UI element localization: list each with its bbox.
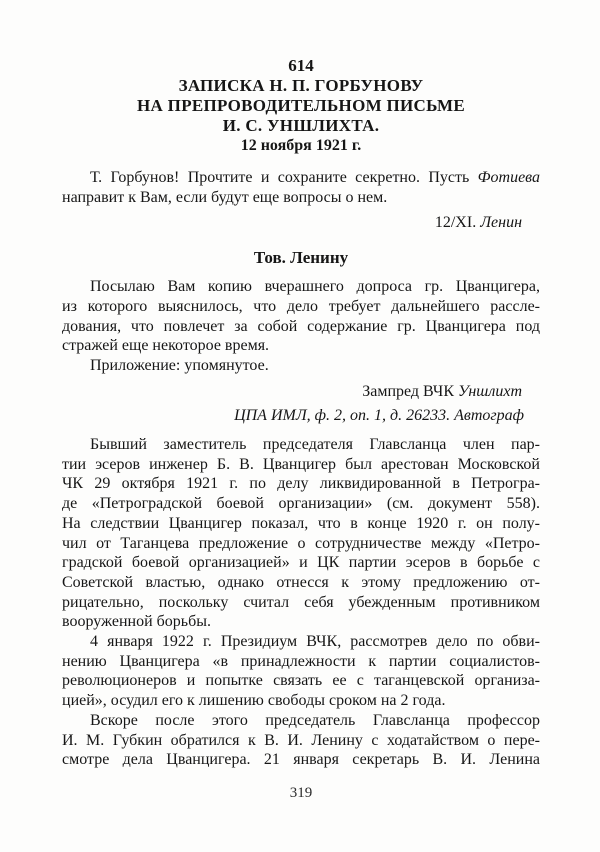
text-line: нению Цванцигера «в принадлежности к партии социалистов- [62,652,540,670]
page-number: 319 [289,784,313,801]
text-line: цией», осудил его к лишению свободы сроком на 2 года. [62,692,446,710]
commentary-paragraph-3 [62,711,540,770]
signature-title: Зампред ВЧК [362,382,454,400]
document-title-line: И. С. УНШЛИХТА. [222,116,380,135]
text-line: И. М. Губкин обратился к В. И. Ленину с ходатайством о пере- [62,731,540,749]
text-line: Вскоре после этого председатель Главсланца профессор [90,711,540,729]
text-line: направит к Вам, если будут еще вопросы о нем. [62,188,388,206]
lenin-note-paragraph [62,168,540,207]
text-line: из которого выяснилось, что дело требует дальнейшего рассле- [62,297,540,315]
archive-reference: ЦПА ИМЛ, ф. 2, оп. 1, д. 26233. Автограф [234,407,524,425]
document-title-line: НА ПРЕПРОВОДИТЕЛЬНОМ ПИСЬМЕ [137,96,465,115]
text-line: 4 января 1922 г. Президиум ВЧК, рассмотрев дело по обви- [90,633,540,651]
text-line: ЧК 29 октября 1921 г. по делу ликвидированной в Петрогра- [62,475,540,493]
commentary-paragraph-1 [62,435,540,632]
text-line: градской боевой организацией» и ЦК партии эсеров в борьбе с [62,554,540,572]
signature-date: 12/XI. [434,214,477,232]
text-line: стражей еще некоторое время. [62,337,270,355]
commentary-paragraph-2 [62,632,540,711]
unshlikht-signature [62,382,540,402]
document-title [62,76,540,136]
note-text: Т. Горбунов! Прочтите и сохраните секретно. Пусть [90,169,470,186]
note-name-italic: Фотиева [477,169,541,186]
text-line: Советской властью, однако отнесся к этому предложению от- [62,573,540,591]
text-line: дования, что повлечет за собой содержание гр. Цванцигера под [62,317,540,335]
document-number: 614 [288,56,314,75]
document-date: 12 ноября 1921 г. [240,137,362,154]
text-line: чил от Таганцева предложение о сотрудничестве между «Петро- [62,534,540,552]
text-line: де «Петроградской боевой организации» (см. документ 558). [62,495,540,513]
text-line [62,168,540,188]
text-line: революционеров и попытке связать ее с таганцевской организа- [62,672,540,690]
text-line: На следствии Цванцигер показал, что в конце 1920 г. он полу- [62,514,540,532]
text-line: тии эсеров инженер Б. В. Цванцигер был арестован Московской [62,455,540,473]
letter-attachment-line [62,356,540,376]
letter-body-paragraph [62,277,540,356]
document-title-line: ЗАПИСКА Н. П. ГОРБУНОВУ [178,76,424,95]
signature-name: Ленин [480,214,522,232]
text-line: смотре дела Цванцигера. 21 января секретарь В. И. Ленина [62,751,540,769]
text-line: Приложение: упомянутое. [90,356,269,374]
letter-addressee-heading: Тов. Ленину [253,248,349,268]
signature-name: Уншлихт [457,382,522,400]
lenin-signature [62,213,540,233]
text-line: Посылаю Вам копию вчерашнего допроса гр. Цванцигера, [90,278,540,296]
text-line: рицательно, поскольку считал себя убежденным противником [62,593,540,611]
text-line: вооруженной борьбы. [62,613,211,631]
text-line: Бывший заместитель председателя Главсланца член пар- [90,436,540,454]
